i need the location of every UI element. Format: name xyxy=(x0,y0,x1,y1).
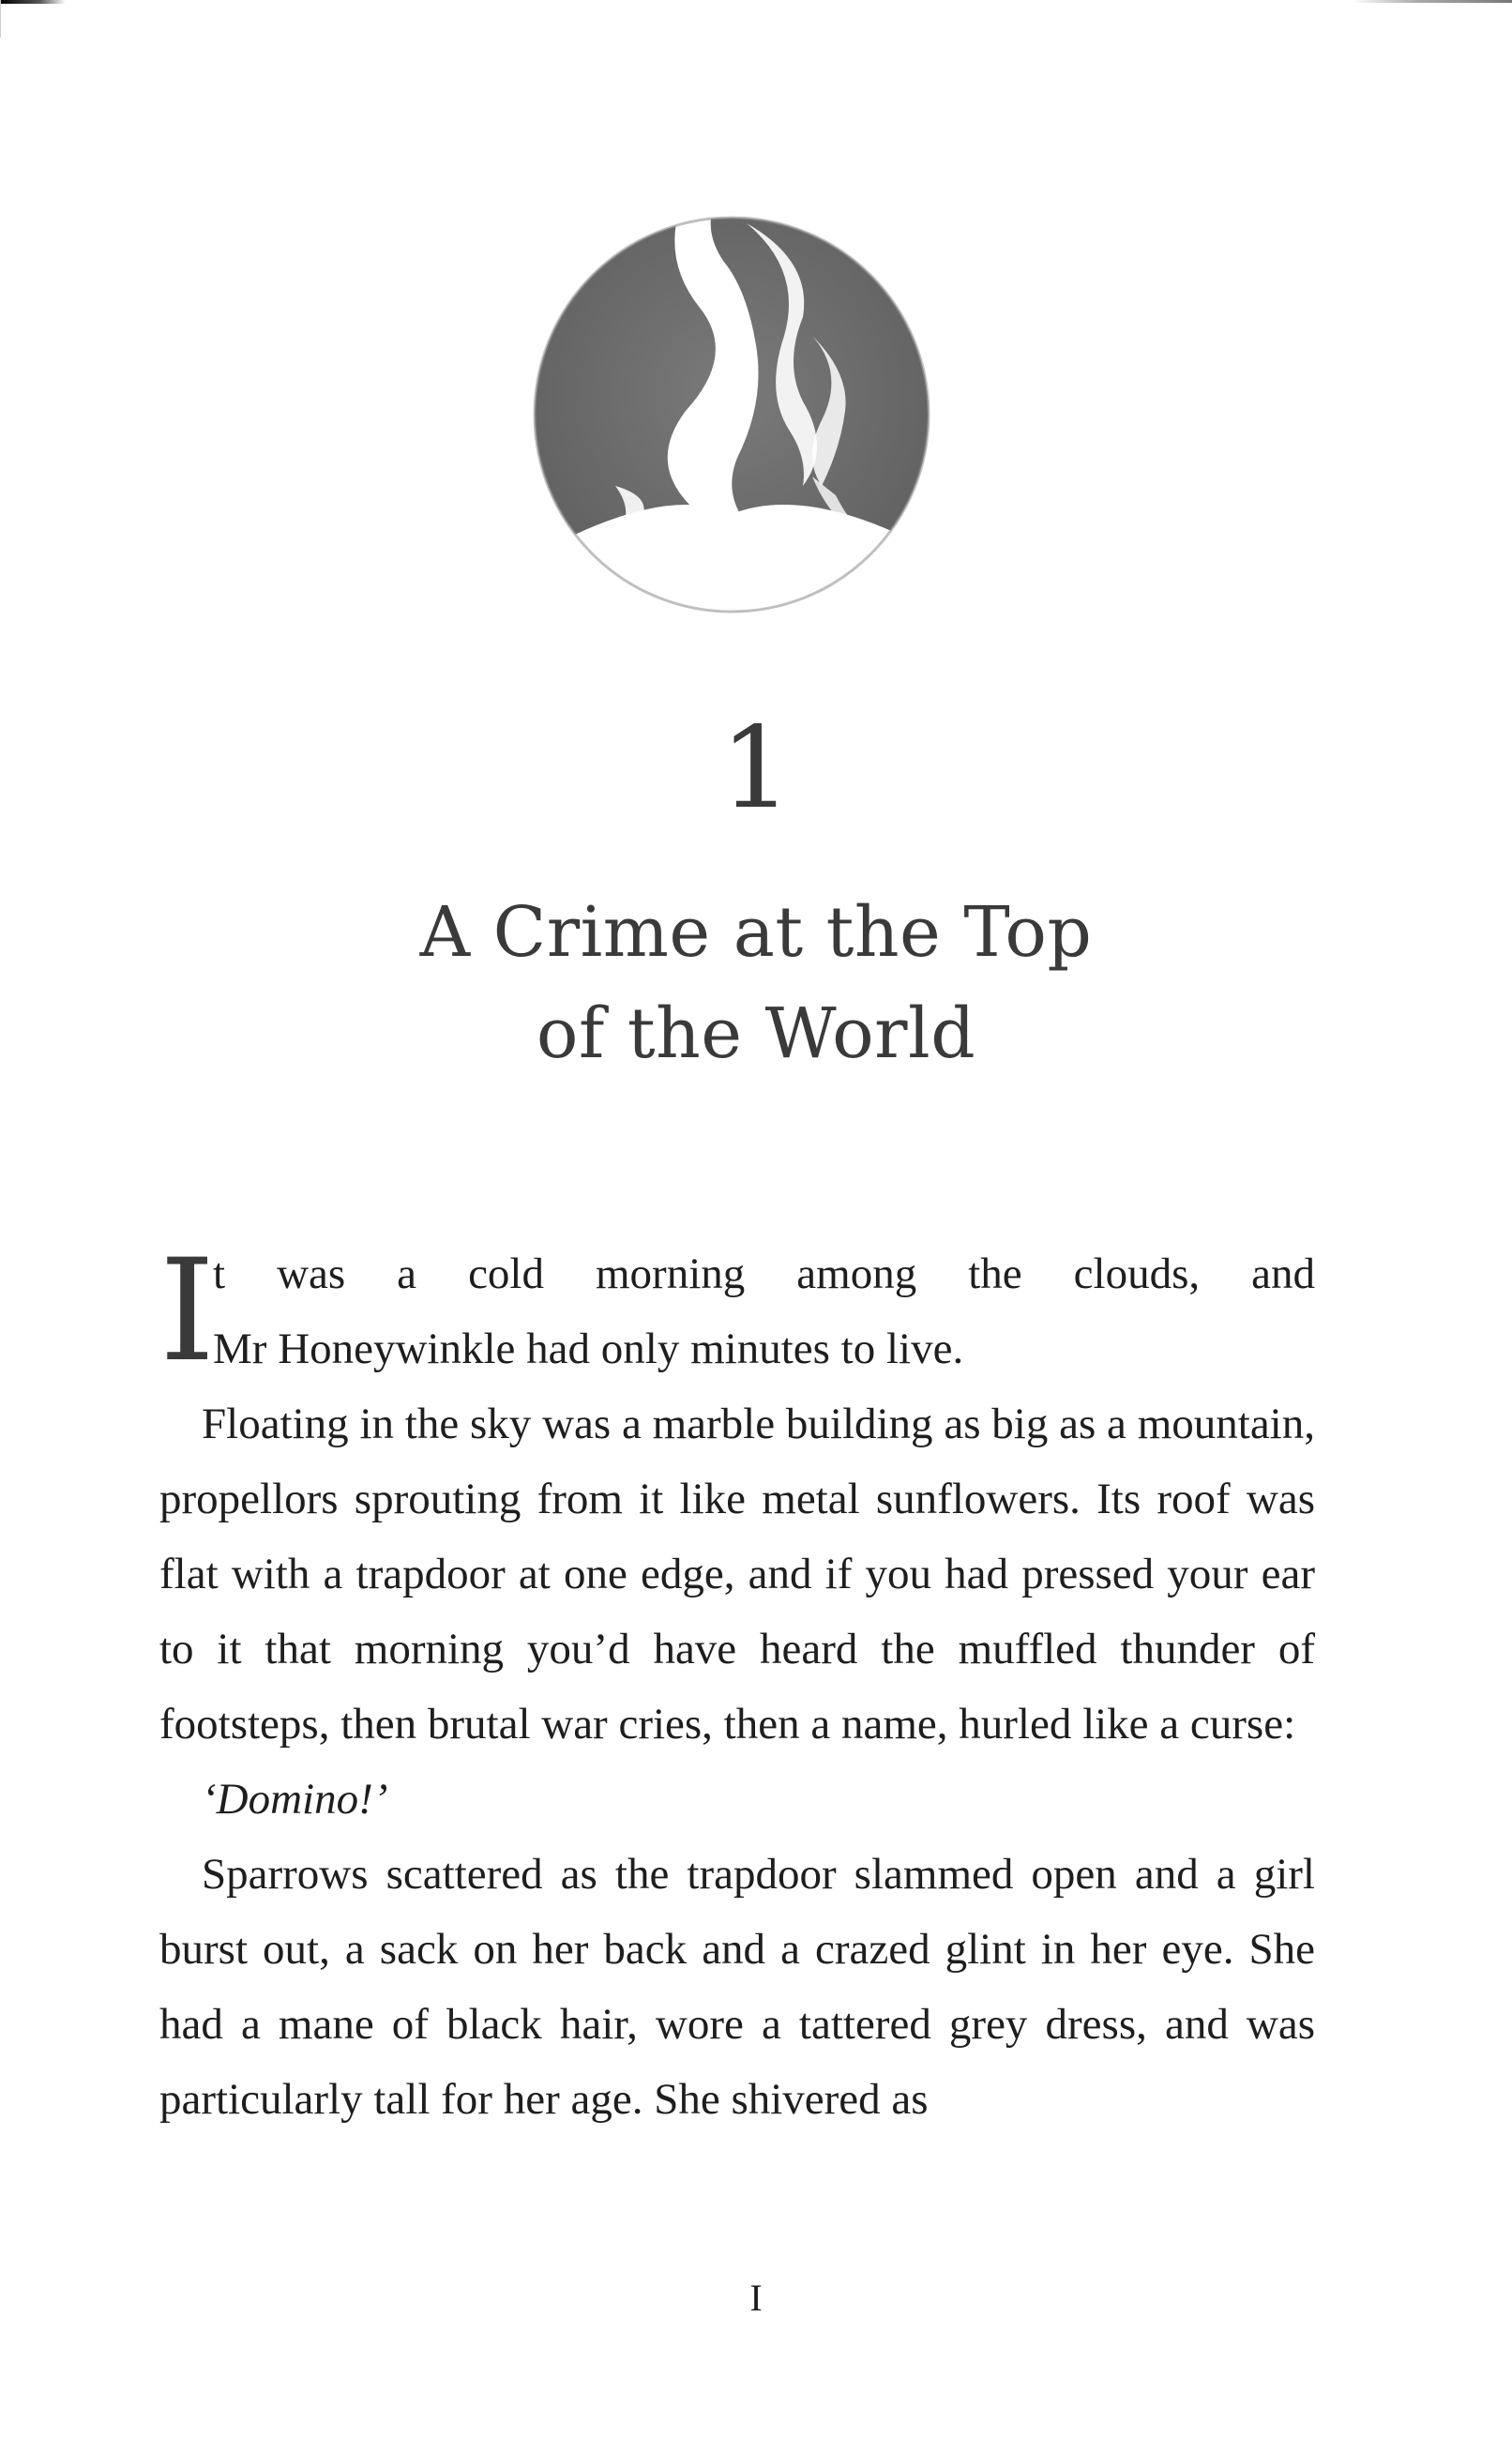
drop-cap: I xyxy=(159,1230,216,1393)
chapter-title-line-2: of the World xyxy=(536,993,976,1074)
chapter-body xyxy=(159,1230,1315,2137)
opening-line: t was a cold morning among the clouds, and xyxy=(213,1249,1315,1298)
chapter-number: 1 xyxy=(719,704,793,834)
chapter-title-line-1: A Crime at the Top xyxy=(419,892,1093,973)
opening-paragraph xyxy=(159,1230,1315,1393)
page-number: I xyxy=(749,2277,763,2319)
dialogue-line: ‘Domino!’ xyxy=(202,1775,388,1824)
chapter-title xyxy=(0,882,1512,1084)
paragraph: Floating in the sky was a marble building as big as a mountain, propellors sprouting from it like metal sunflowers. Its roof was flat with a trapdoor at one edge, and if you had pressed your ear to it that morning you’d have heard the muffled thunder of footsteps, then brutal war cries, then a name, hurled like a curse: xyxy=(159,1400,1315,1749)
scan-edge-line xyxy=(0,0,1,38)
opening-line-rest: Mr Honeywinkle had only minutes to live. xyxy=(213,1325,964,1373)
paragraph: Sparrows scattered as the trapdoor slammed open and a girl burst out, a sack on her back and a crazed glint in her eye. She had a mane of black hair, wore a tattered grey dress, and was particularly tall for her age. She shivered as xyxy=(159,1850,1315,2124)
flame-circle-icon xyxy=(522,204,942,625)
scan-edge-shadow-right xyxy=(1353,0,1512,3)
scan-edge-shadow xyxy=(0,0,66,4)
